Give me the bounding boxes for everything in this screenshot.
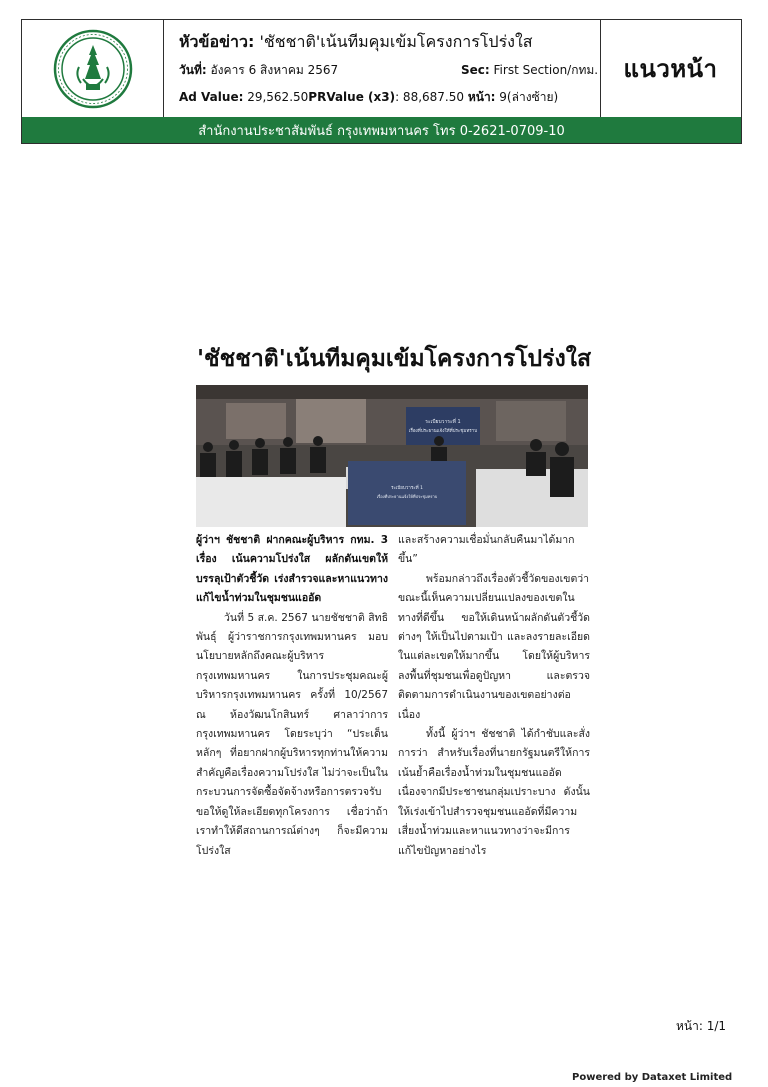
- date-row: [179, 61, 338, 80]
- section-label: Sec:: [461, 63, 490, 77]
- office-contact-bar: สำนักงานประชาสัมพันธ์ กรุงเทพมหานคร โทร 0-2621-0709-10: [22, 117, 741, 143]
- article-paragraph-2: พร้อมกล่าวถึงเรื่องตัวชี้วัดของเขตว่า ขณะนี้เห็นความเปลี่ยนแปลงของเขตในทางที่ดีขึ้น ขอให้เดินหน้าผลักดันตัวชี้วัดต่างๆ ให้เป็นไปตามเป้า และลงรายละเอียดในแต่ละเขตให้มากขึ้น โดยให้ผู้บริหารลงพื้นที่ชุมชนเพื่อดูปัญหา และตรวจติดตามการดำเนินงานของเขตอย่างต่อเนื่อง: [398, 572, 590, 721]
- headline-label: หัวข้อข่าว:: [179, 32, 255, 51]
- section-value: First Section/กทม.: [489, 63, 599, 77]
- page-label: หน้า:: [467, 90, 496, 104]
- front-screen-line1: ระเบียบวาระที่ 1: [391, 486, 423, 491]
- bma-seal-icon: [53, 29, 133, 109]
- front-screen-line2: เรื่องที่ประธานแจ้งให้ที่ประชุมทราบ: [376, 494, 438, 499]
- publication-name: แนวหน้า: [623, 55, 718, 83]
- date-value: อังคาร 6 สิงหาคม 2567: [206, 63, 339, 77]
- headline-text: 'ชัชชาติ'เน้นทีมคุมเข้มโครงการโปร่งใส: [254, 32, 533, 51]
- clipping-info: [163, 20, 601, 117]
- article-paragraph-3: ทั้งนี้ ผู้ว่าฯ ชัชชาติ ได้กำชับและสั่งการว่า สำหรับเรื่องที่นายกรัฐมนตรีให้การเน้นย้ำคือเรื่องน้ำท่วมในชุมชนแออัดเนื่องจากมีประชาชนกลุ่มเปราะบาง ดังนั้น ให้เร่งเข้าไปสำรวจชุมชนแออัดที่มีความเสี่ยงน้ำท่วมและหาแนวทางว่าจะมีการแก้ไขปัญหาอย่างไร: [398, 728, 590, 857]
- powered-by-text: Powered by Dataxet Limited: [572, 1072, 733, 1083]
- article-lead: ผู้ว่าฯ ชัชชาติ ฝากคณะผู้บริหาร กทม. 3 เรื่อง เน้นความโปร่งใส ผลักดันเขตให้บรรลุเป้าตัวชี้วัด เร่งสำรวจและหาแนวทางแก้ไขน้ำท่วมในชุมชนแออัด: [196, 534, 388, 605]
- article-title: 'ชัชชาติ'เน้นทีมคุมเข้มโครงการโปร่งใส: [196, 346, 591, 372]
- page-counter: หน้า: 1/1: [676, 1019, 727, 1033]
- ad-value-label: Ad Value:: [179, 90, 244, 104]
- main-screen-line1: ระเบียบวาระที่ 1: [425, 419, 461, 425]
- meeting-photo-illustration: [196, 385, 588, 527]
- article-paragraph-1: วันที่ 5 ส.ค. 2567 นายชัชชาติ สิทธิพันธุ์ ผู้ว่าราชการกรุงเทพมหานคร มอบนโยบายหลักถึงคณะผู้บริหารกรุงเทพมหานคร ในการประชุมคณะผู้บริหารกรุงเทพมหานคร ครั้งที่ 10/2567 ณ ห้องวัฒนโกสินทร์ ศาลาว่าการกรุงเทพมหานคร โดยระบุว่า “ประเด็นหลักๆ ที่อยากฝากผู้บริหารทุกท่านให้ความสำคัญคือเรื่องความโปร่งใส ไม่ว่าจะเป็นในกระบวนการจัดซื้อจัดจ้างหรือการตรวจรับ ขอให้ดูให้ละเอียดทุกโครงการ เชื่อว่าถ้าเราทำให้ดีสถานการณ์ต่างๆ ก็จะมีความโปร่งใส: [196, 611, 388, 857]
- headline-row: [179, 30, 533, 55]
- date-label: วันที่:: [179, 63, 207, 77]
- pr-value: : 88,687.50: [395, 90, 468, 104]
- article-paragraph-continued: และสร้างความเชื่อมั่นกลับคืนมาได้มากขึ้น”: [398, 534, 575, 566]
- article-column-right: [398, 531, 590, 861]
- section-row: [461, 61, 598, 80]
- bma-logo-cell: [22, 20, 164, 117]
- page-value: 9(ล่างซ้าย): [495, 90, 559, 104]
- main-screen-line2: เรื่องที่ประธานแจ้งให้ที่ประชุมทราบ: [408, 429, 478, 434]
- pr-value-label: PRValue (x3): [308, 90, 396, 104]
- ad-value: 29,562.50: [243, 90, 309, 104]
- article-column-left: [196, 531, 388, 861]
- clipping-header: [21, 19, 742, 144]
- meeting-photo: [196, 385, 588, 527]
- value-row: [179, 88, 558, 107]
